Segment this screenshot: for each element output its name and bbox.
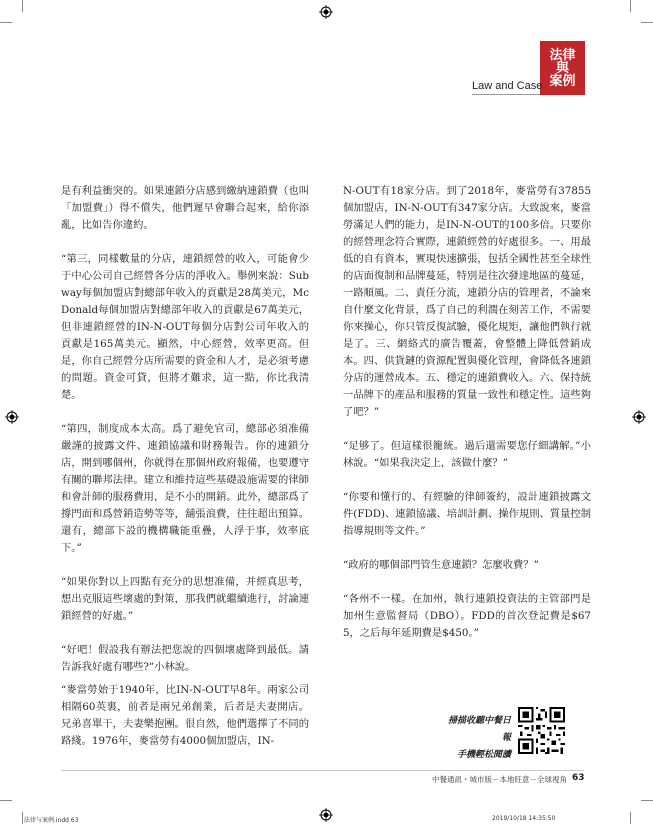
crop-mark [641, 22, 653, 23]
section-tab-line: 法律 [549, 47, 576, 63]
paragraph: N-OUT有18家分店。到了2018年，麥當勞有37855個加盟店，IN-N-OUT有347家分店。大致說來，麥當勞滿足人們的能力，是IN-N-OUT的100多倍。只要你的經營理念符合實際，連鎖經營的好處很多。一、用最低的自有資本，實現快速擴張，包括全國性甚至全球性的店面復制和品牌蔓延，特別是往次發達地區的蔓延，一路順風。二、責任分流，連鎖分店的管理者，不論來自什麼文化背景，爲了自己的利潤在刻苦工作，不需要你來操心，你只管反復試驗，優化規矩，讓他們執行就是了。三、網絡式的廣告覆蓋，會整體上降低營銷成本。四、供貨鏈的資源配置與優化管理，會降低各連鎖分店的運營成本。五、穩定的連鎖費收入。六、保持統一品牌下的產品和服務的質量一致性和穩定性。這些夠了吧？” [343, 185, 591, 418]
page-number: 63 [572, 773, 585, 783]
paragraph: “足够了。但這樣很籠統。過后還需要您仔細講解。”小林說。“如果我決定上，該做什麼？” [343, 440, 591, 469]
crop-mark [630, 812, 631, 824]
section-divider [472, 94, 540, 95]
paragraph: “麥當勞始于1940年，比IN-N-OUT早8年。兩家公司相隔60英裏，前者是兩兄弟創業，后者是夫妻開店。兄弟喜單干，夫妻樂抱團。很自然，他們選擇了不同的路綫。1976年，麥當勞有4000個加盟店，IN- [61, 684, 309, 747]
section-title-english: Law and Case [472, 80, 543, 92]
paragraph: “第四，制度成本太高。爲了避免官司，總部必須准備嚴謹的披露文件、連鎖協議和財務報告。你的連鎖分店，開到哪個州，你就得在那個州政府報備，也要遵守有關的聯邦法律。建立和維持這些基礎設施需要的律師和會計師的服務費用，是不小的開銷。此外，總部爲了撐門面和爲營銷造勢等等，舖張浪費，往往超出預算。還有，總部下設的機構職能重疊，人浮于事，效率底下。” [61, 423, 309, 554]
print-slug-filename: 法律与案例.indd 63 [24, 817, 79, 824]
paragraph: “各州不一樣。在加州，執行連鎖投資法的主管部門是加州生意監督局（DBO）。FDD的首次登記費是$675，之后每年延期費是$450。” [343, 593, 591, 639]
crop-mark [630, 0, 631, 12]
footer-publication: 中餐通訊・城市版－本地旺意－全球視角 [432, 775, 567, 784]
crop-mark [22, 0, 23, 12]
registration-mark-top-icon [319, 5, 333, 19]
section-tab-line: 與 [555, 60, 569, 76]
paragraph: “好吧！假設我有辦法把您說的四個壞處降到最低。請告訴我好處有哪些?”小林說。 [61, 644, 309, 673]
crop-mark [0, 800, 12, 801]
registration-mark-right-icon [632, 410, 646, 424]
paragraph: “政府的哪個部門管生意連鎖？怎麼收費？” [343, 559, 539, 571]
paragraph: 是有利益衝突的。如果連鎖分店感到繳納連鎖費（也叫「加盟費」）得不償失，他們遲早會聯合起來，給你添亂，比如告你違約。 [61, 185, 309, 231]
qr-code-icon[interactable] [518, 707, 565, 754]
crop-mark [641, 800, 653, 801]
article-column-right [343, 183, 591, 642]
qr-caption-line: 掃描收聽中餐日報 [447, 716, 511, 743]
paragraph: “你要和懂行的、有經驗的律師簽約，設計連鎖披露文件(FDD)、連鎖協議、培訓計劃、操作規則、質量控制指導規則等文件。” [343, 491, 591, 537]
crop-mark [0, 22, 12, 23]
registration-mark-bottom-icon [319, 808, 333, 822]
qr-caption-line: 手機輕松閱讀 [456, 750, 511, 760]
paragraph: “如果你對以上四點有充分的思想准備，并經真思考，想出克服這些壞處的對策，那我們就繼續進行，討論連鎖經營的好處。” [61, 576, 309, 622]
article-column-left [61, 183, 309, 750]
qr-caption [443, 713, 511, 764]
footer-divider [61, 770, 584, 771]
section-tab-line: 案例 [549, 73, 576, 89]
section-tab [540, 41, 585, 95]
paragraph: “第三，同樣數量的分店，連鎖經營的收入，可能會少于中心公司自己經營各分店的淨收入。舉例來說：Subway每個加盟店對總部年收入的貢獻是28萬美元，McDonald每個加盟店對總部年收入的貢獻是67萬美元，但非連鎖經營的IN-N-OUT每個分店對公司年收入的貢獻是165萬美元。顯然，中心經營，效率更高。但是，你自己經營分店所需要的資金和人才，是必須考慮的問題。資金可貸，但將才難求，這一點，你比我清楚。 [61, 253, 309, 401]
print-slug-timestamp: 2019/10/18 14:35:50 [492, 815, 556, 822]
crop-mark [22, 812, 23, 824]
registration-mark-left-icon [5, 410, 19, 424]
